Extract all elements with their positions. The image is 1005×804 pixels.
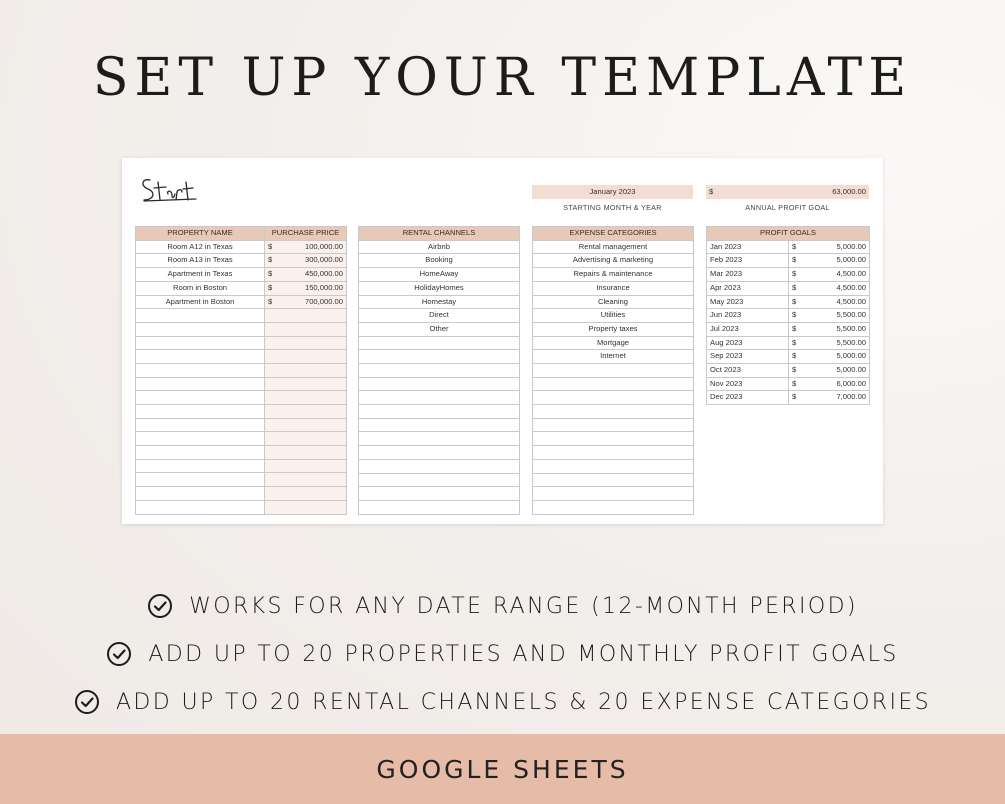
annual-goal-caption: ANNUAL PROFIT GOAL bbox=[745, 203, 830, 212]
footer-banner bbox=[0, 734, 1005, 804]
empty-cell[interactable] bbox=[265, 418, 347, 432]
table-row bbox=[533, 391, 694, 405]
table-row bbox=[359, 309, 520, 323]
table-row bbox=[359, 500, 520, 514]
price-cell[interactable] bbox=[265, 268, 347, 282]
feature-text: ADD UP TO 20 PROPERTIES AND MONTHLY PROFIT GOALS bbox=[148, 641, 899, 667]
currency-symbol: $ bbox=[268, 269, 273, 279]
price-cell[interactable] bbox=[789, 322, 870, 336]
money-value bbox=[792, 282, 866, 295]
table-row bbox=[533, 350, 694, 364]
empty-cell[interactable] bbox=[359, 446, 520, 460]
table-row bbox=[707, 391, 870, 405]
empty-cell[interactable] bbox=[265, 473, 347, 487]
price-cell[interactable] bbox=[789, 268, 870, 282]
month-cell: Sep 2023 bbox=[707, 350, 789, 364]
amount: 5,500.00 bbox=[836, 323, 867, 333]
table-row bbox=[533, 295, 694, 309]
money-value bbox=[792, 309, 866, 322]
empty-cell[interactable] bbox=[265, 377, 347, 391]
start-logo bbox=[136, 170, 206, 210]
money-value bbox=[268, 282, 343, 295]
table-row bbox=[136, 487, 347, 501]
price-cell[interactable] bbox=[789, 295, 870, 309]
price-cell[interactable] bbox=[265, 254, 347, 268]
table-row bbox=[359, 487, 520, 501]
table-row bbox=[533, 254, 694, 268]
amount: 5,500.00 bbox=[836, 310, 867, 320]
table-row bbox=[136, 459, 347, 473]
table-row bbox=[707, 295, 870, 309]
table-row bbox=[359, 377, 520, 391]
table-row bbox=[707, 322, 870, 336]
table-row bbox=[707, 350, 870, 364]
empty-cell[interactable] bbox=[533, 446, 694, 460]
table-row bbox=[136, 336, 347, 350]
currency-symbol: $ bbox=[792, 351, 797, 361]
empty-cell[interactable] bbox=[265, 363, 347, 377]
amount: 6,000.00 bbox=[836, 378, 867, 388]
table-row bbox=[359, 322, 520, 336]
table-row bbox=[359, 336, 520, 350]
table-row bbox=[533, 446, 694, 460]
list-item[interactable]: HolidayHomes bbox=[359, 281, 520, 295]
table-row bbox=[533, 500, 694, 514]
profit-goals-header: PROFIT GOALS bbox=[707, 227, 870, 241]
table-row bbox=[533, 322, 694, 336]
table-row bbox=[136, 391, 347, 405]
table-row bbox=[533, 281, 694, 295]
footer-label: GOOGLE SHEETS bbox=[376, 754, 629, 784]
table-row bbox=[533, 240, 694, 254]
currency-symbol: $ bbox=[792, 365, 797, 375]
money-value bbox=[792, 350, 866, 363]
spreadsheet-preview bbox=[122, 158, 883, 524]
purchase-price-header: PURCHASE PRICE bbox=[265, 227, 347, 241]
price-cell[interactable] bbox=[789, 391, 870, 405]
currency-symbol: $ bbox=[792, 269, 797, 279]
empty-cell[interactable] bbox=[359, 377, 520, 391]
amount: 150,000.00 bbox=[304, 282, 343, 292]
property-name-cell[interactable]: Room A12 in Texas bbox=[136, 240, 265, 254]
table-row bbox=[136, 350, 347, 364]
rental-channels-table bbox=[358, 226, 520, 515]
empty-cell[interactable] bbox=[136, 350, 265, 364]
price-cell[interactable] bbox=[789, 254, 870, 268]
table-row bbox=[359, 391, 520, 405]
empty-cell[interactable] bbox=[359, 459, 520, 473]
table-row bbox=[359, 350, 520, 364]
empty-cell[interactable] bbox=[136, 322, 265, 336]
money-value bbox=[792, 378, 866, 391]
table-row bbox=[136, 446, 347, 460]
table-row bbox=[136, 240, 347, 254]
table-row bbox=[533, 405, 694, 419]
empty-cell[interactable] bbox=[359, 336, 520, 350]
table-row bbox=[136, 281, 347, 295]
table-row bbox=[707, 268, 870, 282]
table-row bbox=[136, 432, 347, 446]
empty-cell[interactable] bbox=[533, 487, 694, 501]
empty-cell[interactable] bbox=[136, 418, 265, 432]
price-cell[interactable] bbox=[789, 281, 870, 295]
list-item[interactable]: Advertising & marketing bbox=[533, 254, 694, 268]
price-cell[interactable] bbox=[789, 377, 870, 391]
property-name-cell[interactable]: Room A13 in Texas bbox=[136, 254, 265, 268]
empty-cell[interactable] bbox=[136, 432, 265, 446]
empty-cell[interactable] bbox=[136, 377, 265, 391]
check-circle-icon bbox=[147, 593, 173, 619]
table-row bbox=[707, 309, 870, 323]
list-item[interactable]: Cleaning bbox=[533, 295, 694, 309]
amount: 450,000.00 bbox=[304, 269, 343, 279]
money-value bbox=[792, 364, 866, 377]
price-cell[interactable] bbox=[789, 309, 870, 323]
list-item[interactable]: Direct bbox=[359, 309, 520, 323]
list-item[interactable]: Internet bbox=[533, 350, 694, 364]
price-cell[interactable] bbox=[789, 336, 870, 350]
feature-text: WORKS FOR ANY DATE RANGE (12-MONTH PERIOD) bbox=[189, 593, 858, 619]
currency-symbol: $ bbox=[792, 296, 797, 306]
money-value bbox=[792, 337, 866, 350]
check-circle-icon bbox=[74, 689, 100, 715]
table-row bbox=[359, 473, 520, 487]
month-cell: May 2023 bbox=[707, 295, 789, 309]
empty-cell[interactable] bbox=[265, 405, 347, 419]
amount: 5,000.00 bbox=[836, 241, 867, 251]
table-row bbox=[136, 295, 347, 309]
table-row bbox=[359, 281, 520, 295]
table-row bbox=[533, 473, 694, 487]
annual-goal-value: 63,000.00 bbox=[832, 187, 866, 196]
feature-list bbox=[0, 582, 1005, 726]
amount: 5,000.00 bbox=[836, 351, 867, 361]
table-row bbox=[359, 405, 520, 419]
table-row bbox=[136, 309, 347, 323]
table-row bbox=[533, 377, 694, 391]
price-cell[interactable] bbox=[789, 350, 870, 364]
table-row bbox=[707, 254, 870, 268]
money-value bbox=[792, 268, 866, 281]
empty-cell[interactable] bbox=[136, 336, 265, 350]
month-cell: Jul 2023 bbox=[707, 322, 789, 336]
annual-goal-cell[interactable] bbox=[706, 185, 869, 199]
money-value bbox=[268, 254, 343, 267]
empty-cell[interactable] bbox=[265, 350, 347, 364]
amount: 5,000.00 bbox=[836, 365, 867, 375]
table-row bbox=[533, 432, 694, 446]
money-value bbox=[792, 254, 866, 267]
month-cell: Feb 2023 bbox=[707, 254, 789, 268]
empty-cell[interactable] bbox=[136, 405, 265, 419]
empty-cell[interactable] bbox=[136, 500, 265, 514]
table-row bbox=[136, 405, 347, 419]
table-row bbox=[533, 459, 694, 473]
empty-cell[interactable] bbox=[136, 473, 265, 487]
amount: 4,500.00 bbox=[836, 269, 867, 279]
table-row bbox=[136, 377, 347, 391]
table-row bbox=[707, 336, 870, 350]
table-row bbox=[707, 281, 870, 295]
empty-cell[interactable] bbox=[533, 391, 694, 405]
table-row bbox=[359, 240, 520, 254]
empty-cell[interactable] bbox=[265, 459, 347, 473]
empty-cell[interactable] bbox=[359, 364, 520, 378]
empty-cell[interactable] bbox=[359, 405, 520, 419]
currency-symbol: $ bbox=[268, 241, 273, 251]
price-cell[interactable] bbox=[265, 295, 347, 309]
empty-cell[interactable] bbox=[533, 473, 694, 487]
money-value bbox=[792, 296, 866, 309]
currency-symbol: $ bbox=[792, 241, 797, 251]
price-cell[interactable] bbox=[789, 240, 870, 254]
empty-cell[interactable] bbox=[265, 309, 347, 323]
list-item[interactable]: Mortgage bbox=[533, 336, 694, 350]
money-value bbox=[268, 241, 343, 254]
empty-cell[interactable] bbox=[533, 459, 694, 473]
annual-goal-currency: $ bbox=[709, 187, 714, 196]
amount: 4,500.00 bbox=[836, 282, 867, 292]
currency-symbol: $ bbox=[792, 255, 797, 265]
month-cell: Aug 2023 bbox=[707, 336, 789, 350]
empty-cell[interactable] bbox=[359, 500, 520, 514]
table-row bbox=[359, 268, 520, 282]
property-table bbox=[135, 226, 347, 515]
feature-item bbox=[0, 630, 1005, 678]
empty-cell[interactable] bbox=[359, 473, 520, 487]
property-name-cell[interactable]: Apartment in Texas bbox=[136, 268, 265, 282]
money-value bbox=[792, 391, 866, 404]
empty-cell[interactable] bbox=[533, 418, 694, 432]
check-circle-icon bbox=[106, 641, 132, 667]
table-row bbox=[533, 364, 694, 378]
amount: 5,000.00 bbox=[836, 255, 867, 265]
empty-cell[interactable] bbox=[136, 309, 265, 323]
empty-cell[interactable] bbox=[265, 391, 347, 405]
amount: 300,000.00 bbox=[304, 255, 343, 265]
month-cell: Nov 2023 bbox=[707, 377, 789, 391]
table-row bbox=[136, 363, 347, 377]
table-row bbox=[136, 500, 347, 514]
empty-cell[interactable] bbox=[265, 500, 347, 514]
money-value bbox=[792, 241, 866, 254]
empty-cell[interactable] bbox=[533, 500, 694, 514]
table-row bbox=[359, 459, 520, 473]
empty-cell[interactable] bbox=[265, 336, 347, 350]
amount: 100,000.00 bbox=[304, 241, 343, 251]
empty-cell[interactable] bbox=[359, 391, 520, 405]
starting-month-cell[interactable]: January 2023 bbox=[532, 185, 693, 199]
list-item[interactable]: Property taxes bbox=[533, 322, 694, 336]
currency-symbol: $ bbox=[792, 378, 797, 388]
feature-item bbox=[0, 582, 1005, 630]
empty-cell[interactable] bbox=[265, 432, 347, 446]
empty-cell[interactable] bbox=[136, 487, 265, 501]
rental-channels-header: RENTAL CHANNELS bbox=[359, 227, 520, 241]
money-value bbox=[268, 296, 343, 309]
feature-text: ADD UP TO 20 RENTAL CHANNELS & 20 EXPENSE CATEGORIES bbox=[115, 689, 932, 715]
table-row bbox=[707, 240, 870, 254]
list-item[interactable]: Utilities bbox=[533, 309, 694, 323]
amount: 5,500.00 bbox=[836, 337, 867, 347]
currency-symbol: $ bbox=[268, 255, 273, 265]
currency-symbol: $ bbox=[268, 282, 273, 292]
amount: 700,000.00 bbox=[304, 296, 343, 306]
table-row bbox=[359, 418, 520, 432]
list-item[interactable]: Insurance bbox=[533, 281, 694, 295]
month-cell: Jun 2023 bbox=[707, 309, 789, 323]
page-headline: SET UP YOUR TEMPLATE bbox=[92, 48, 913, 108]
table-row bbox=[533, 487, 694, 501]
empty-cell[interactable] bbox=[359, 432, 520, 446]
month-cell: Mar 2023 bbox=[707, 268, 789, 282]
empty-cell[interactable] bbox=[136, 363, 265, 377]
empty-cell[interactable] bbox=[359, 418, 520, 432]
price-cell[interactable] bbox=[265, 240, 347, 254]
amount: 7,000.00 bbox=[836, 392, 867, 402]
empty-cell[interactable] bbox=[136, 391, 265, 405]
table-row bbox=[533, 268, 694, 282]
table-row bbox=[136, 268, 347, 282]
table-row bbox=[533, 336, 694, 350]
currency-symbol: $ bbox=[792, 282, 797, 292]
currency-symbol: $ bbox=[792, 337, 797, 347]
table-row bbox=[707, 364, 870, 378]
month-cell: Dec 2023 bbox=[707, 391, 789, 405]
expense-categories-header: EXPENSE CATEGORIES bbox=[533, 227, 694, 241]
empty-cell[interactable] bbox=[359, 487, 520, 501]
list-item[interactable]: Airbnb bbox=[359, 240, 520, 254]
table-row bbox=[359, 364, 520, 378]
currency-symbol: $ bbox=[792, 323, 797, 333]
empty-cell[interactable] bbox=[533, 432, 694, 446]
price-cell[interactable] bbox=[265, 281, 347, 295]
list-item[interactable]: Homestay bbox=[359, 295, 520, 309]
currency-symbol: $ bbox=[268, 296, 273, 306]
table-row bbox=[707, 377, 870, 391]
expense-categories-table bbox=[532, 226, 694, 515]
money-value bbox=[792, 323, 866, 336]
empty-cell[interactable] bbox=[136, 459, 265, 473]
list-item[interactable]: Rental management bbox=[533, 240, 694, 254]
empty-cell[interactable] bbox=[265, 446, 347, 460]
table-row bbox=[136, 322, 347, 336]
currency-symbol: $ bbox=[792, 310, 797, 320]
empty-cell[interactable] bbox=[359, 350, 520, 364]
money-value bbox=[268, 268, 343, 281]
list-item[interactable]: HomeAway bbox=[359, 268, 520, 282]
empty-cell[interactable] bbox=[533, 377, 694, 391]
amount: 4,500.00 bbox=[836, 296, 867, 306]
empty-cell[interactable] bbox=[265, 487, 347, 501]
month-cell: Jan 2023 bbox=[707, 240, 789, 254]
month-cell: Apr 2023 bbox=[707, 281, 789, 295]
property-name-cell[interactable]: Room in Boston bbox=[136, 281, 265, 295]
table-row bbox=[136, 254, 347, 268]
table-row bbox=[136, 418, 347, 432]
table-row bbox=[359, 295, 520, 309]
empty-cell[interactable] bbox=[136, 446, 265, 460]
table-row bbox=[359, 254, 520, 268]
list-item[interactable]: Booking bbox=[359, 254, 520, 268]
price-cell[interactable] bbox=[789, 364, 870, 378]
currency-symbol: $ bbox=[792, 392, 797, 402]
profit-goals-table bbox=[706, 226, 870, 405]
list-item[interactable]: Other bbox=[359, 322, 520, 336]
feature-item bbox=[0, 678, 1005, 726]
table-row bbox=[533, 309, 694, 323]
table-row bbox=[533, 418, 694, 432]
empty-cell[interactable] bbox=[533, 405, 694, 419]
property-name-header: PROPERTY NAME bbox=[136, 227, 265, 241]
list-item[interactable]: Repairs & maintenance bbox=[533, 268, 694, 282]
empty-cell[interactable] bbox=[265, 322, 347, 336]
starting-month-caption: STARTING MONTH & YEAR bbox=[563, 203, 662, 212]
month-cell: Oct 2023 bbox=[707, 364, 789, 378]
table-row bbox=[359, 446, 520, 460]
empty-cell[interactable] bbox=[533, 364, 694, 378]
table-row bbox=[359, 432, 520, 446]
property-name-cell[interactable]: Apartment in Boston bbox=[136, 295, 265, 309]
table-row bbox=[136, 473, 347, 487]
